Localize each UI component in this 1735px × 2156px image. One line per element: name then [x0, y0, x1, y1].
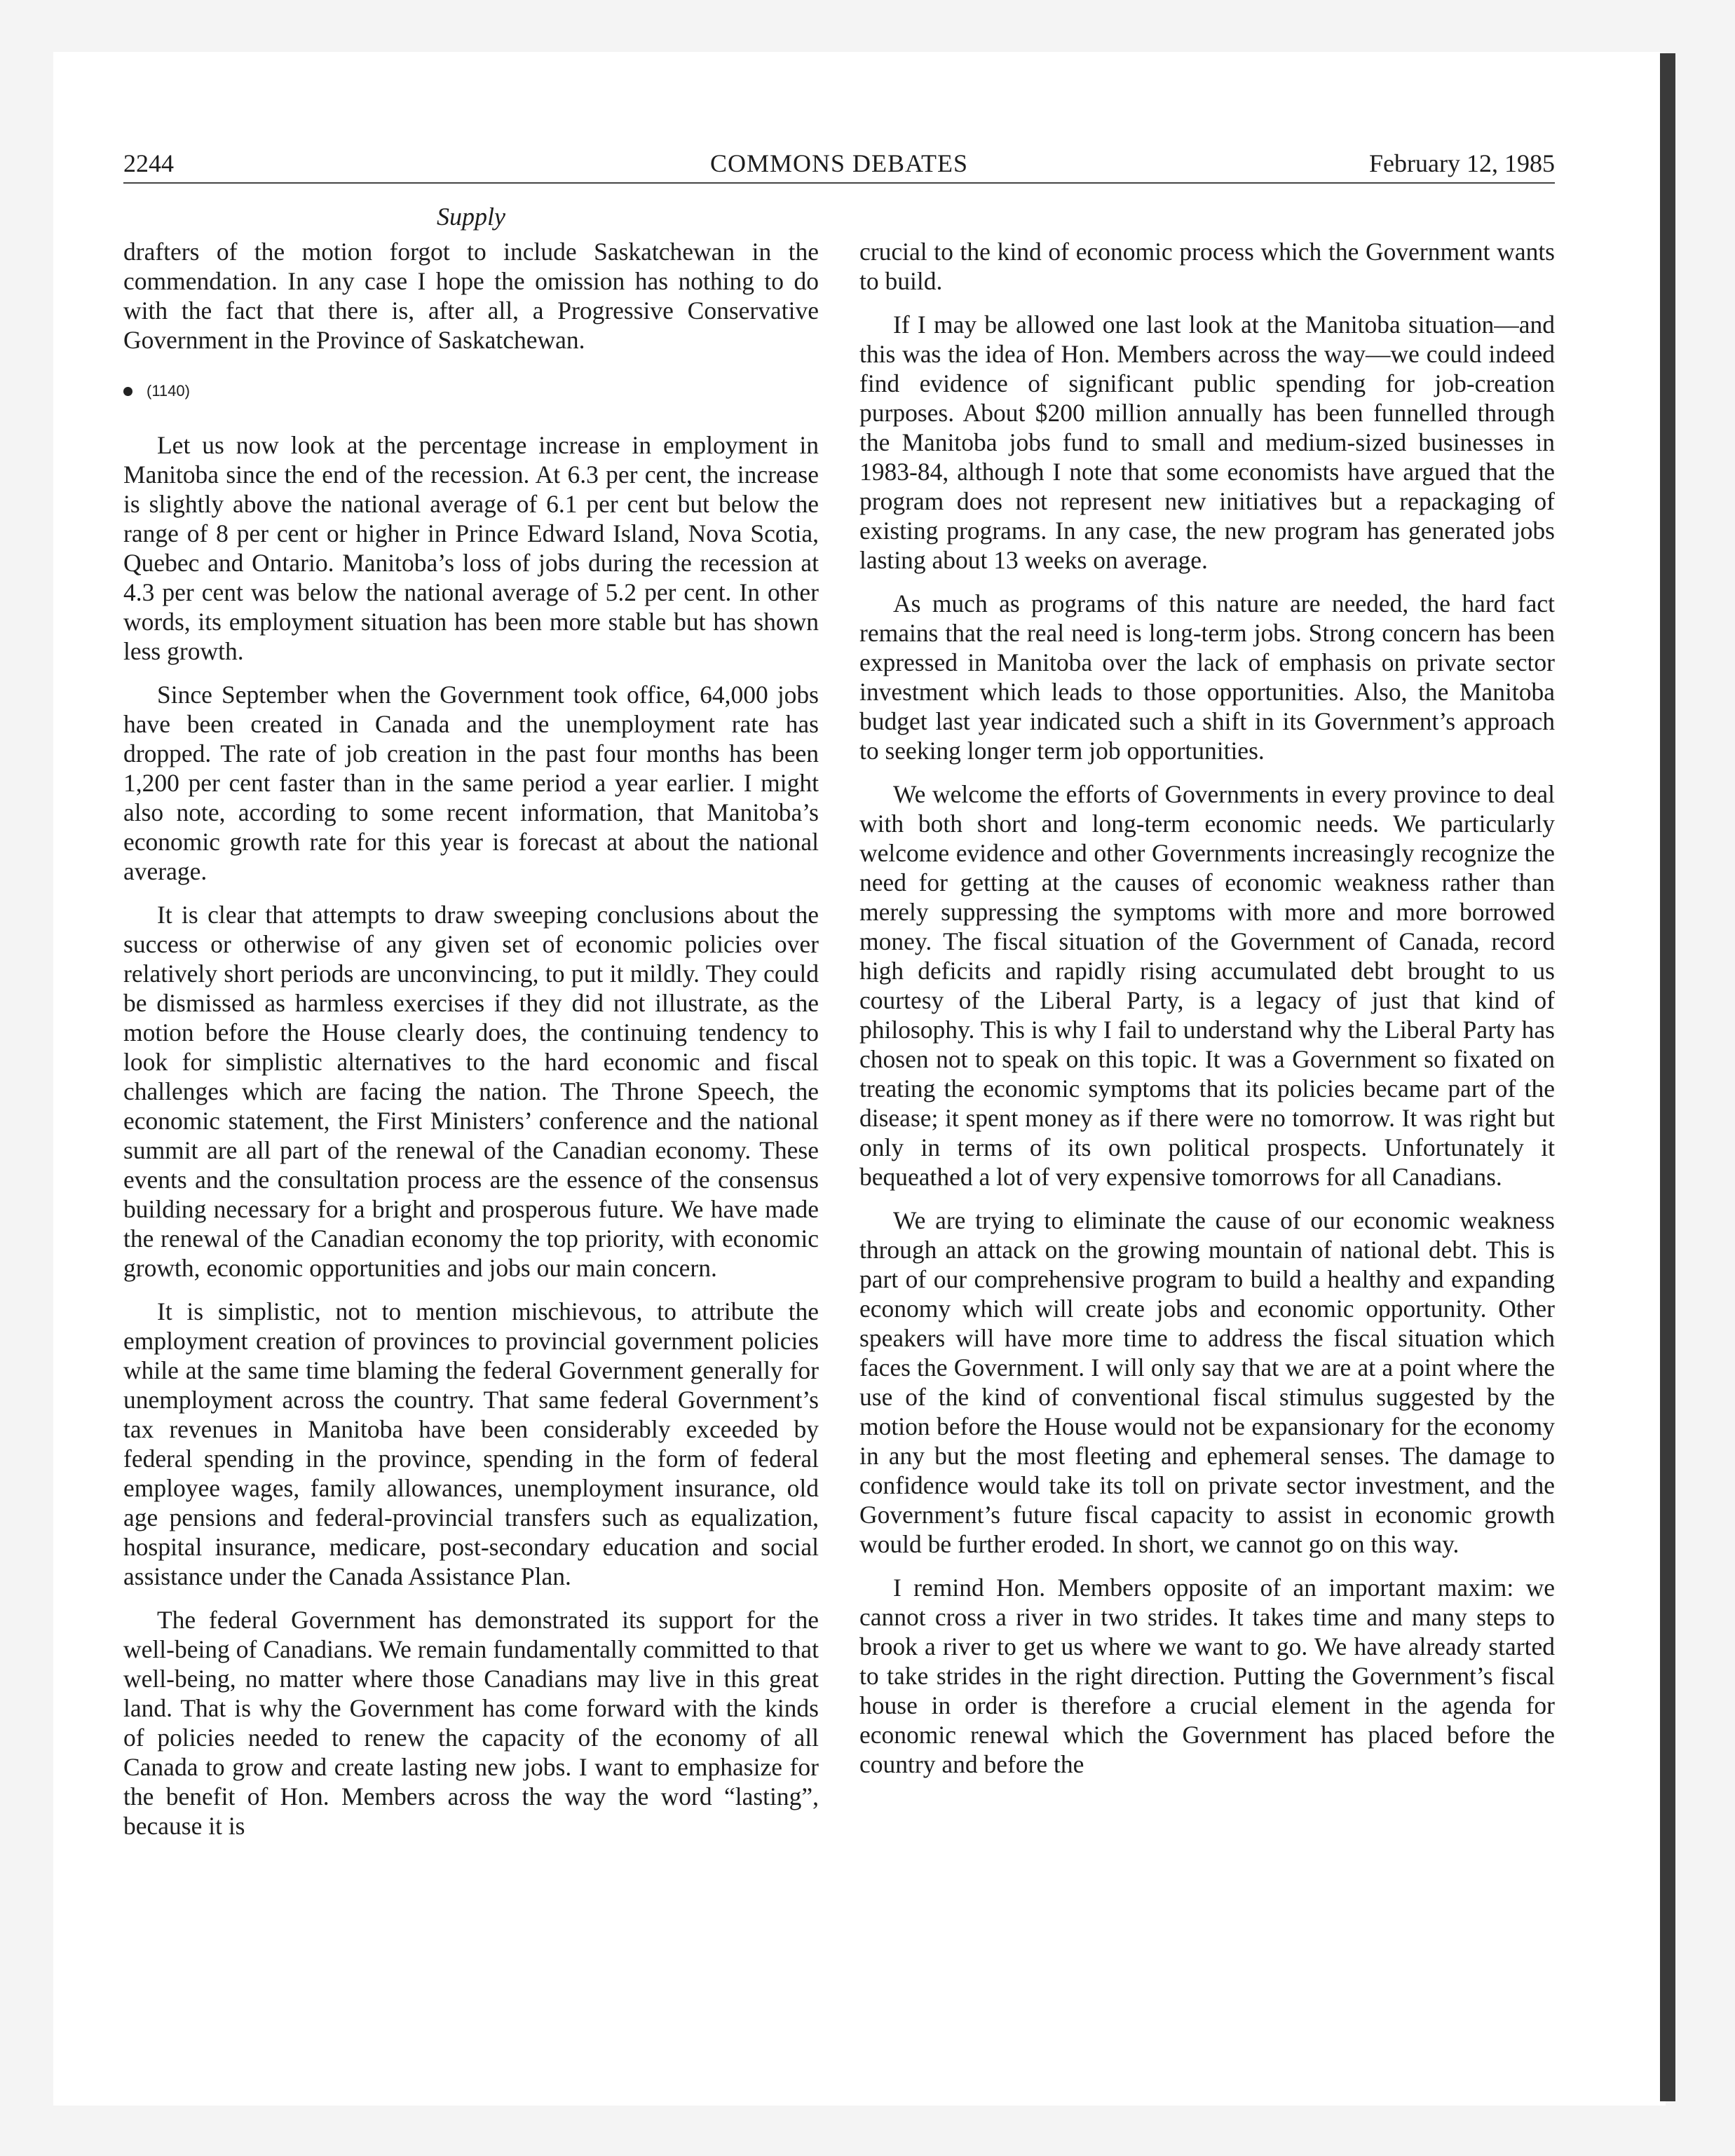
paragraph: The federal Government has demonstrated its support for the well-being of Canadians. We remain fundamentally committed to that well-being, no matter where those Canadians may live in this great land. That is why the Government has come forward with the kinds of policies needed to renew the capacity of the economy of all Canada to grow and create lasting new jobs. I want to emphasize for the benefit of Hon. Members across the way the word “lasting”, because it is	[123, 1606, 819, 1840]
issue-date: February 12, 1985	[1369, 149, 1555, 177]
paragraph: Let us now look at the percentage increase in employment in Manitoba since the end of the recession. At 6.3 per cent, the increase is slightly above the national average of 6.1 per cent but below the range of 8 per cent or higher in Prince Edward Island, Nova Scotia, Quebec and Ontario. Manitoba’s loss of jobs during the recession at 4.3 per cent was below the national average of 5.2 per cent. In other words, its employment situation has been more stable but has shown less growth.	[123, 431, 819, 665]
time-marker-label: (1140)	[147, 382, 190, 400]
paragraph: drafters of the motion forgot to include Saskatchewan in the commendation. In any case I hope the omission has nothing to do with the fact that there is, after all, a Progressive Conservative Government in the Province of Saskatchewan.	[123, 238, 819, 354]
scan-edge-bar	[1660, 53, 1675, 2101]
publication-title: COMMONS DEBATES	[709, 149, 969, 177]
page-number: 2244	[123, 149, 174, 177]
paragraph: crucial to the kind of economic process which the Government wants to build.	[859, 238, 1555, 295]
paragraph: We welcome the efforts of Governments in every province to deal with both short and long-term economic needs. We particularly welcome evidence and other Governments increasingly recognize the need for getting at the causes of economic weakness rather than merely suppressing the symptoms with more and more borrowed money. The fiscal situation of the Government of Canada, record high deficits and rapidly rising accumulated debt brought to us courtesy of the Liberal Party, is a legacy of just that kind of philosophy. This is why I fail to understand why the Liberal Party has chosen not to speak on this topic. It was a Government so fixated on treating the economic symptoms that its policies became part of the disease; it spent money as if there were no tomorrow. It was right but only in terms of its own political prospects. Unfortunately it bequeathed a lot of very expensive tomorrows for all Canadians.	[859, 780, 1555, 1191]
paragraph: It is clear that attempts to draw sweeping conclusions about the success or otherwise of any given set of economic policies over relatively short periods are unconvincing, to put it mildly. They could be dismissed as harmless exercises if they did not illustrate, as the motion before the House clearly does, the continuing tendency to look for simplistic alternatives to the hard economic and fiscal challenges which are facing the nation. The Throne Speech, the economic statement, the First Ministers’ conference and the national summit are all part of the renewal of the Canadian economy. These events and the consultation process are the essence of the consensus building necessary for a bright and prosperous future. We have made the renewal of the Canadian economy the top priority, with economic growth, economic opportunities and jobs our main concern.	[123, 901, 819, 1282]
paragraph: I remind Hon. Members opposite of an important maxim: we cannot cross a river in two strides. It takes time and many steps to brook a river to get us where we want to go. We have already started to take strides in the right direction. Putting the Government’s fiscal house in order is therefore a crucial element in the agenda for economic renewal which the Government has placed before the country and before the	[859, 1574, 1555, 1778]
paragraph: We are trying to eliminate the cause of our economic weakness through an attack on the growing mountain of national debt. This is part of our comprehensive program to build a healthy and expanding economy which will create jobs and economic opportunity. Other speakers will have more time to address the fiscal situation which faces the Government. I will only say that we are at a point where the use of the kind of conventional fiscal stimulus suggested by the motion before the House would not be expansionary for the economy in any but the most fleeting and ephemeral senses. The damage to confidence would take its toll on private sector investment, and the Government’s future fiscal capacity to assist in economic growth would be further eroded. In short, we cannot go on this way.	[859, 1206, 1555, 1558]
right-column	[859, 237, 1555, 1793]
paragraph: If I may be allowed one last look at the Manitoba situation—and this was the idea of Hon. Members across the way—we could indeed find evidence of significant public spending for job-creation purposes. About $200 million annually has been funnelled through the Manitoba jobs fund to small and medium-sized businesses in 1983-84, although I note that some economists have argued that the program does not represent new initiatives but a repackaging of existing programs. In any case, the new program has generated jobs lasting about 13 weeks on average.	[859, 311, 1555, 574]
section-label: Supply	[437, 203, 505, 231]
paragraph: As much as programs of this nature are needed, the hard fact remains that the real need is long-term jobs. Strong concern has been expressed in Manitoba over the lack of emphasis on private sector investment which leads to those opportunities. Also, the Manitoba budget last year indicated such a shift in its Government’s approach to seeking longer term job opportunities.	[859, 589, 1555, 765]
left-column	[123, 237, 819, 1855]
time-marker	[123, 377, 819, 405]
header-rule	[123, 182, 1555, 184]
bullet-icon	[123, 387, 132, 396]
paragraph: It is simplistic, not to mention mischievous, to attribute the employment creation of provinces to provincial government policies while at the same time blaming the federal Government generally for unemployment across the country. That same federal Government’s tax revenues in Manitoba have been considerably exceeded by federal spending in the province, spending in the form of federal employee wages, family allowances, unemployment insurance, old age pensions and federal-provincial transfers such as equalization, hospital insurance, medicare, post-secondary education and social assistance under the Canada Assistance Plan.	[123, 1297, 819, 1590]
paragraph: Since September when the Government took office, 64,000 jobs have been created in Canada and the unemployment rate has dropped. The rate of job creation in the past four months has been 1,200 per cent faster than in the same period a year earlier. I might also note, according to some recent information, that Manitoba’s economic growth rate for this year is forecast at about the national average.	[123, 681, 819, 885]
running-header	[123, 146, 1555, 181]
